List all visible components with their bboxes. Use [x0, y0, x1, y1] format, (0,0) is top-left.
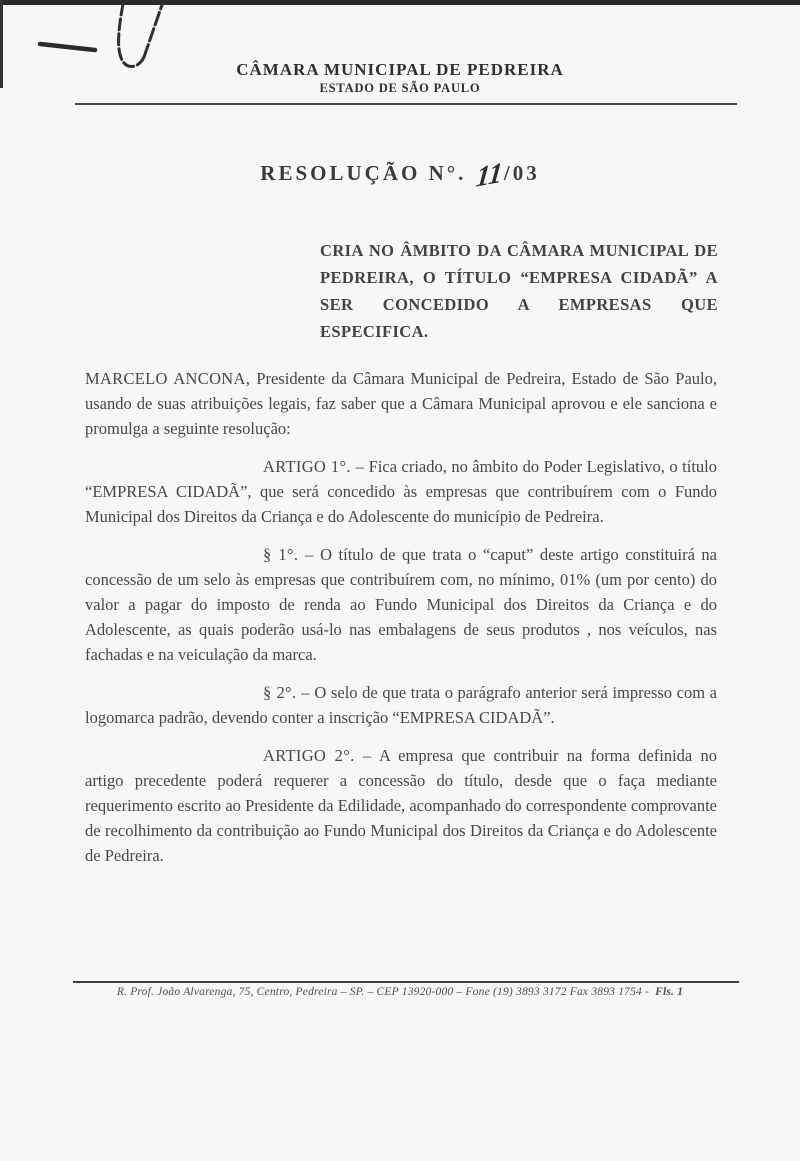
paragrafo-2-label: § 2°. – [263, 683, 310, 702]
subject-clause: CRIA NO ÂMBITO DA CÂMARA MUNICIPAL DE PEDREIRA, O TÍTULO “EMPRESA CIDADÃ” A SER CONCEDIDO A EMPRESAS QUE ESPECIFICA. [320, 241, 718, 341]
paragrafo-1-text: O título de que trata o “caput” deste artigo constituirá na concessão de um selo às empresas que contribuírem com, no mínimo, 01% (um por cento) do valor a pagar do imposto de renda ao Fundo Municipal dos Direitos da Criança e do Adolescente, as quais poderão usá-lo nas embalagens de seus produtos , nos veículos, nas fachadas e na veiculação da marca. [85, 545, 717, 664]
resolution-title-prefix: RESOLUÇÃO N°. [260, 161, 467, 185]
header-state: ESTADO DE SÃO PAULO [319, 81, 481, 95]
paragraph-paragrafo-2 [85, 680, 717, 730]
handwritten-resolution-number: 11 [474, 157, 505, 194]
artigo-1-label: ARTIGO 1°. – [263, 457, 365, 476]
preamble-author-name: MARCELO ANCONA, [85, 369, 251, 388]
footer [0, 986, 800, 998]
document-header [0, 60, 800, 96]
footer-address: R. Prof. João Alvarenga, 75, Centro, Pedreira – SP. – CEP 13920-000 – Fone (19) 3893 3172 Fax 3893 1754 - [116, 986, 650, 998]
resolution-body [85, 366, 717, 881]
header-organization: CÂMARA MUNICIPAL DE PEDREIRA [236, 60, 564, 79]
paragraph-artigo-1 [85, 454, 717, 529]
artigo-1-text: Fica criado, no âmbito do Poder Legislativo, o título “EMPRESA CIDADÃ”, que será concedido às empresas que contribuírem com o Fundo Municipal dos Direitos da Criança e do Adolescente do município de Pedreira. [85, 457, 717, 526]
header-divider [75, 103, 737, 105]
paragrafo-2-text: O selo de que trata o parágrafo anterior será impresso com a logomarca padrão, devendo conter a inscrição “EMPRESA CIDADÃ”. [85, 683, 717, 727]
artigo-2-label: ARTIGO 2°. – [263, 746, 372, 765]
footer-divider [73, 981, 739, 983]
resolution-title [0, 156, 800, 194]
paragraph-preamble [85, 366, 717, 441]
paragrafo-1-label: § 1°. – [263, 545, 314, 564]
preamble-text: Presidente da Câmara Municipal de Pedreira, Estado de São Paulo, usando de suas atribuições legais, faz saber que a Câmara Municipal aprovou e ele sanciona e promulga a seguinte resolução: [85, 369, 717, 438]
resolution-title-year: /03 [503, 161, 540, 185]
footer-page-number: Fls. 1 [655, 986, 684, 998]
artigo-2-text: A empresa que contribuir na forma definida no artigo precedente poderá requerer a concessão do título, desde que o faça mediante requerimento escrito ao Presidente da Edilidade, acompanhado do correspondente comprovante de recolhimento da contribuição ao Fundo Municipal dos Direitos da Criança e do Adolescente de Pedreira. [85, 746, 717, 865]
paragraph-artigo-2 [85, 743, 717, 868]
paragraph-paragrafo-1 [85, 542, 717, 667]
